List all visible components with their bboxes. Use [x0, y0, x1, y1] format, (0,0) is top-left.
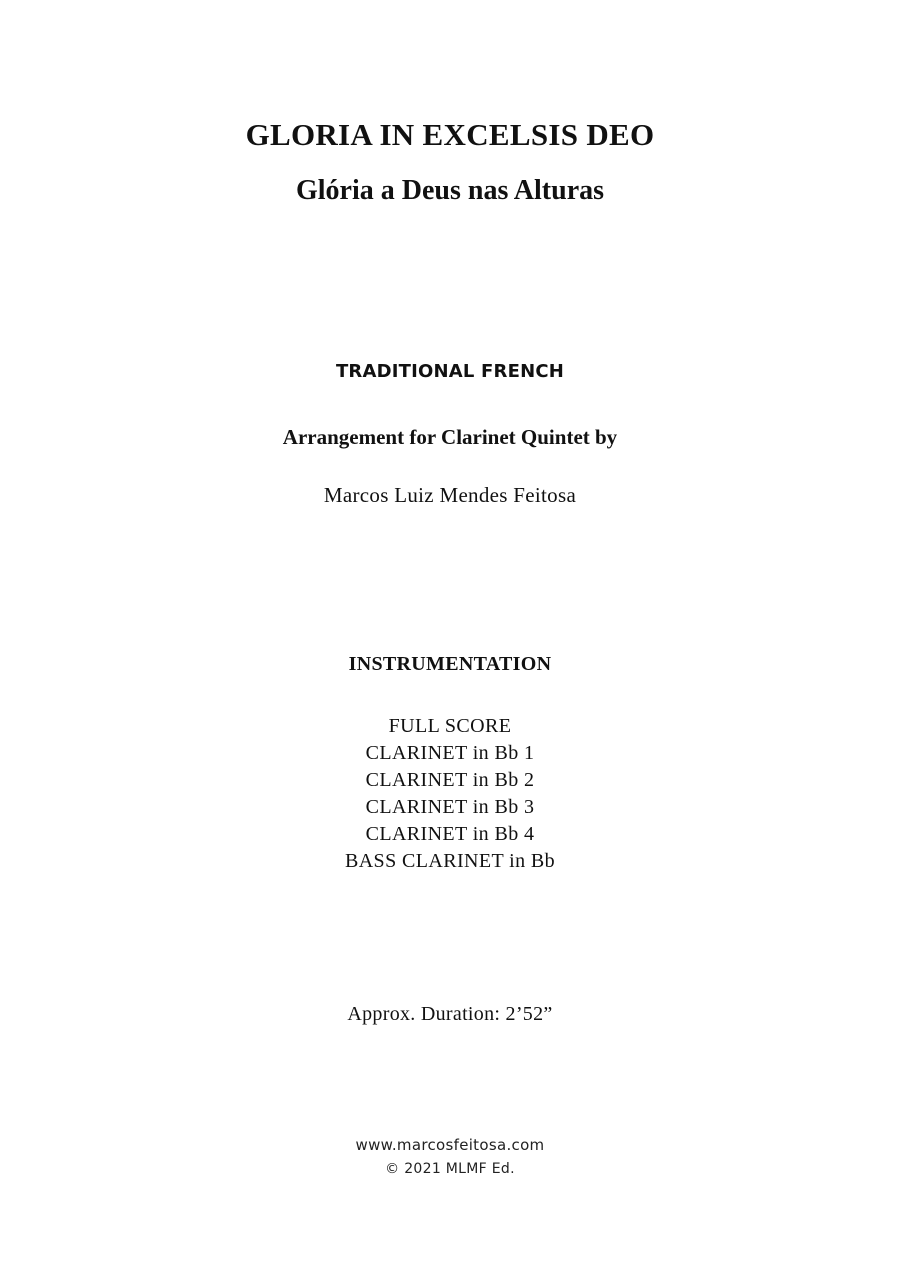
instrument-item: CLARINET in Bb 2 [365, 769, 535, 791]
page-subtitle: Glória a Deus nas Alturas [295, 175, 605, 206]
instrument-item: CLARINET in Bb 1 [365, 742, 535, 764]
page-title: GLORIA IN EXCELSIS DEO [245, 117, 655, 152]
instrument-item: CLARINET in Bb 4 [365, 823, 535, 845]
arrangement-line: Arrangement for Clarinet Quintet by [282, 425, 618, 449]
instrumentation-list [0, 713, 900, 875]
instrumentation-heading: INSTRUMENTATION [348, 653, 552, 675]
copyright-notice: © 2021 MLMF Ed. [385, 1161, 515, 1177]
instrument-item: FULL SCORE [388, 715, 512, 737]
website-url: www.marcosfeitosa.com [355, 1136, 545, 1154]
instrument-item: BASS CLARINET in Bb [344, 850, 556, 872]
instrument-item: CLARINET in Bb 3 [365, 796, 535, 818]
arranger-name: Marcos Luiz Mendes Feitosa [323, 483, 577, 507]
duration-note: Approx. Duration: 2’52” [347, 1003, 553, 1025]
composer-credit: TRADITIONAL FRENCH [335, 361, 565, 382]
